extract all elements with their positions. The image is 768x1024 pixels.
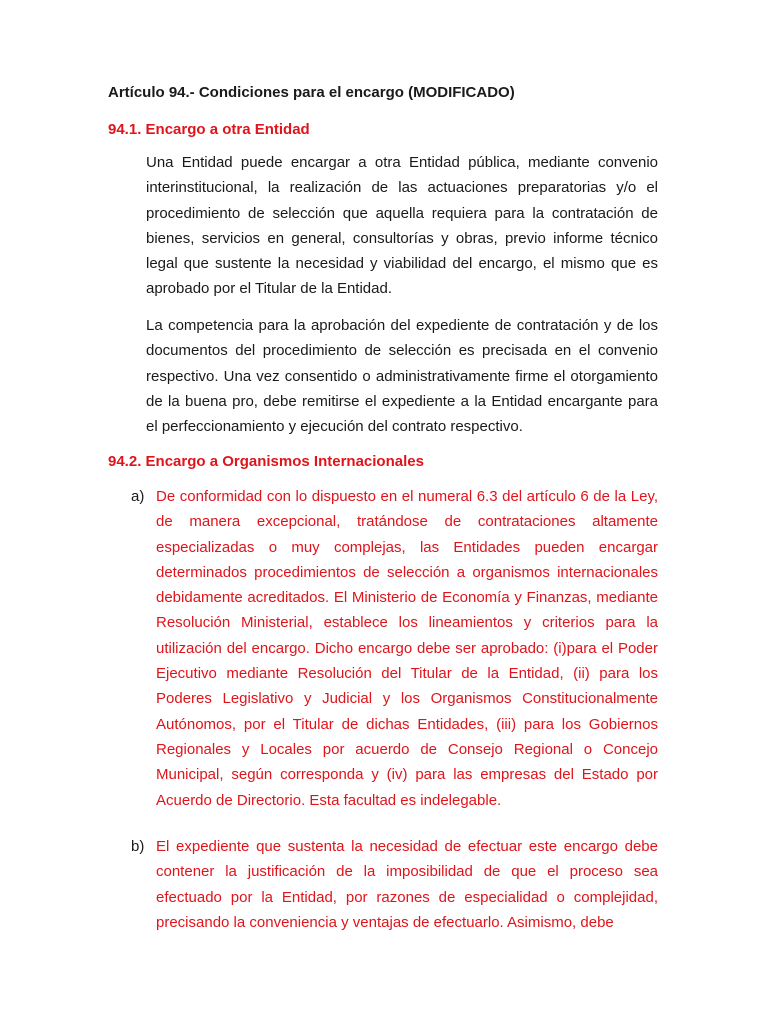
paragraph-competencia: La competencia para la aprobación del expediente de contratación y de los documentos del procedimiento de selección es precisada en el convenio respectivo. Una vez consentido o administrativamente firme el otorgamiento de la buena pro, debe remitirse el expediente a la Entidad encargante para el perfeccionamiento y ejecución del contrato respectivo. — [146, 317, 658, 436]
list-marker-a: a) — [131, 488, 145, 505]
section-heading-94-1: 94.1. Encargo a otra Entidad — [108, 121, 310, 138]
list-marker-b: b) — [131, 838, 145, 855]
list-item-a-text: De conformidad con lo dispuesto en el numeral 6.3 del artículo 6 de la Ley, de manera excepcional, tratándose de contrataciones altamente especializadas o muy complejas, las Entidades pueden encargar determinados procedimientos de selección a organismos internacionales debidamente acreditados. El Ministerio de Economía y Finanzas, mediante Resolución Ministerial, establece los lineamientos y criterios para la utilización del encargo. Dicho encargo debe ser aprobado: (i)para el Poder Ejecutivo mediante Resolución del Titular de la Entidad, (ii) para los Poderes Legislativo y Judicial y los Organismos Constitucionalmente Autónomos, por el Titular de dichas Entidades, (iii) para los Gobiernos Regionales y Locales por acuerdo de Consejo Regional o Concejo Municipal, según corresponda y (iv) para las empresas del Estado por Acuerdo de Directorio. Esta facultad es indelegable. — [156, 488, 658, 809]
article-title: Artículo 94.- Condiciones para el encargo (MODIFICADO) — [108, 84, 515, 101]
list-item-b-text: El expediente que sustenta la necesidad de efectuar este encargo debe contener la justificación de la imposibilidad de que el proceso sea efectuado por la Entidad, por razones de especialidad o complejidad, precisando la conveniencia y ventajas de efectuarlo. Asimismo, debe — [156, 838, 658, 931]
paragraph-encargo-entidad: Una Entidad puede encargar a otra Entidad pública, mediante convenio interinstitucional, la realización de las actuaciones preparatorias y/o el procedimiento de selección que aquella requiera para la contratación de bienes, servicios en general, consultorías y obras, previo informe técnico legal que sustente la necesidad y viabilidad del encargo, el mismo que es aprobado por el Titular de la Entidad. — [146, 154, 658, 298]
section-heading-94-2: 94.2. Encargo a Organismos Internacionales — [108, 453, 424, 470]
